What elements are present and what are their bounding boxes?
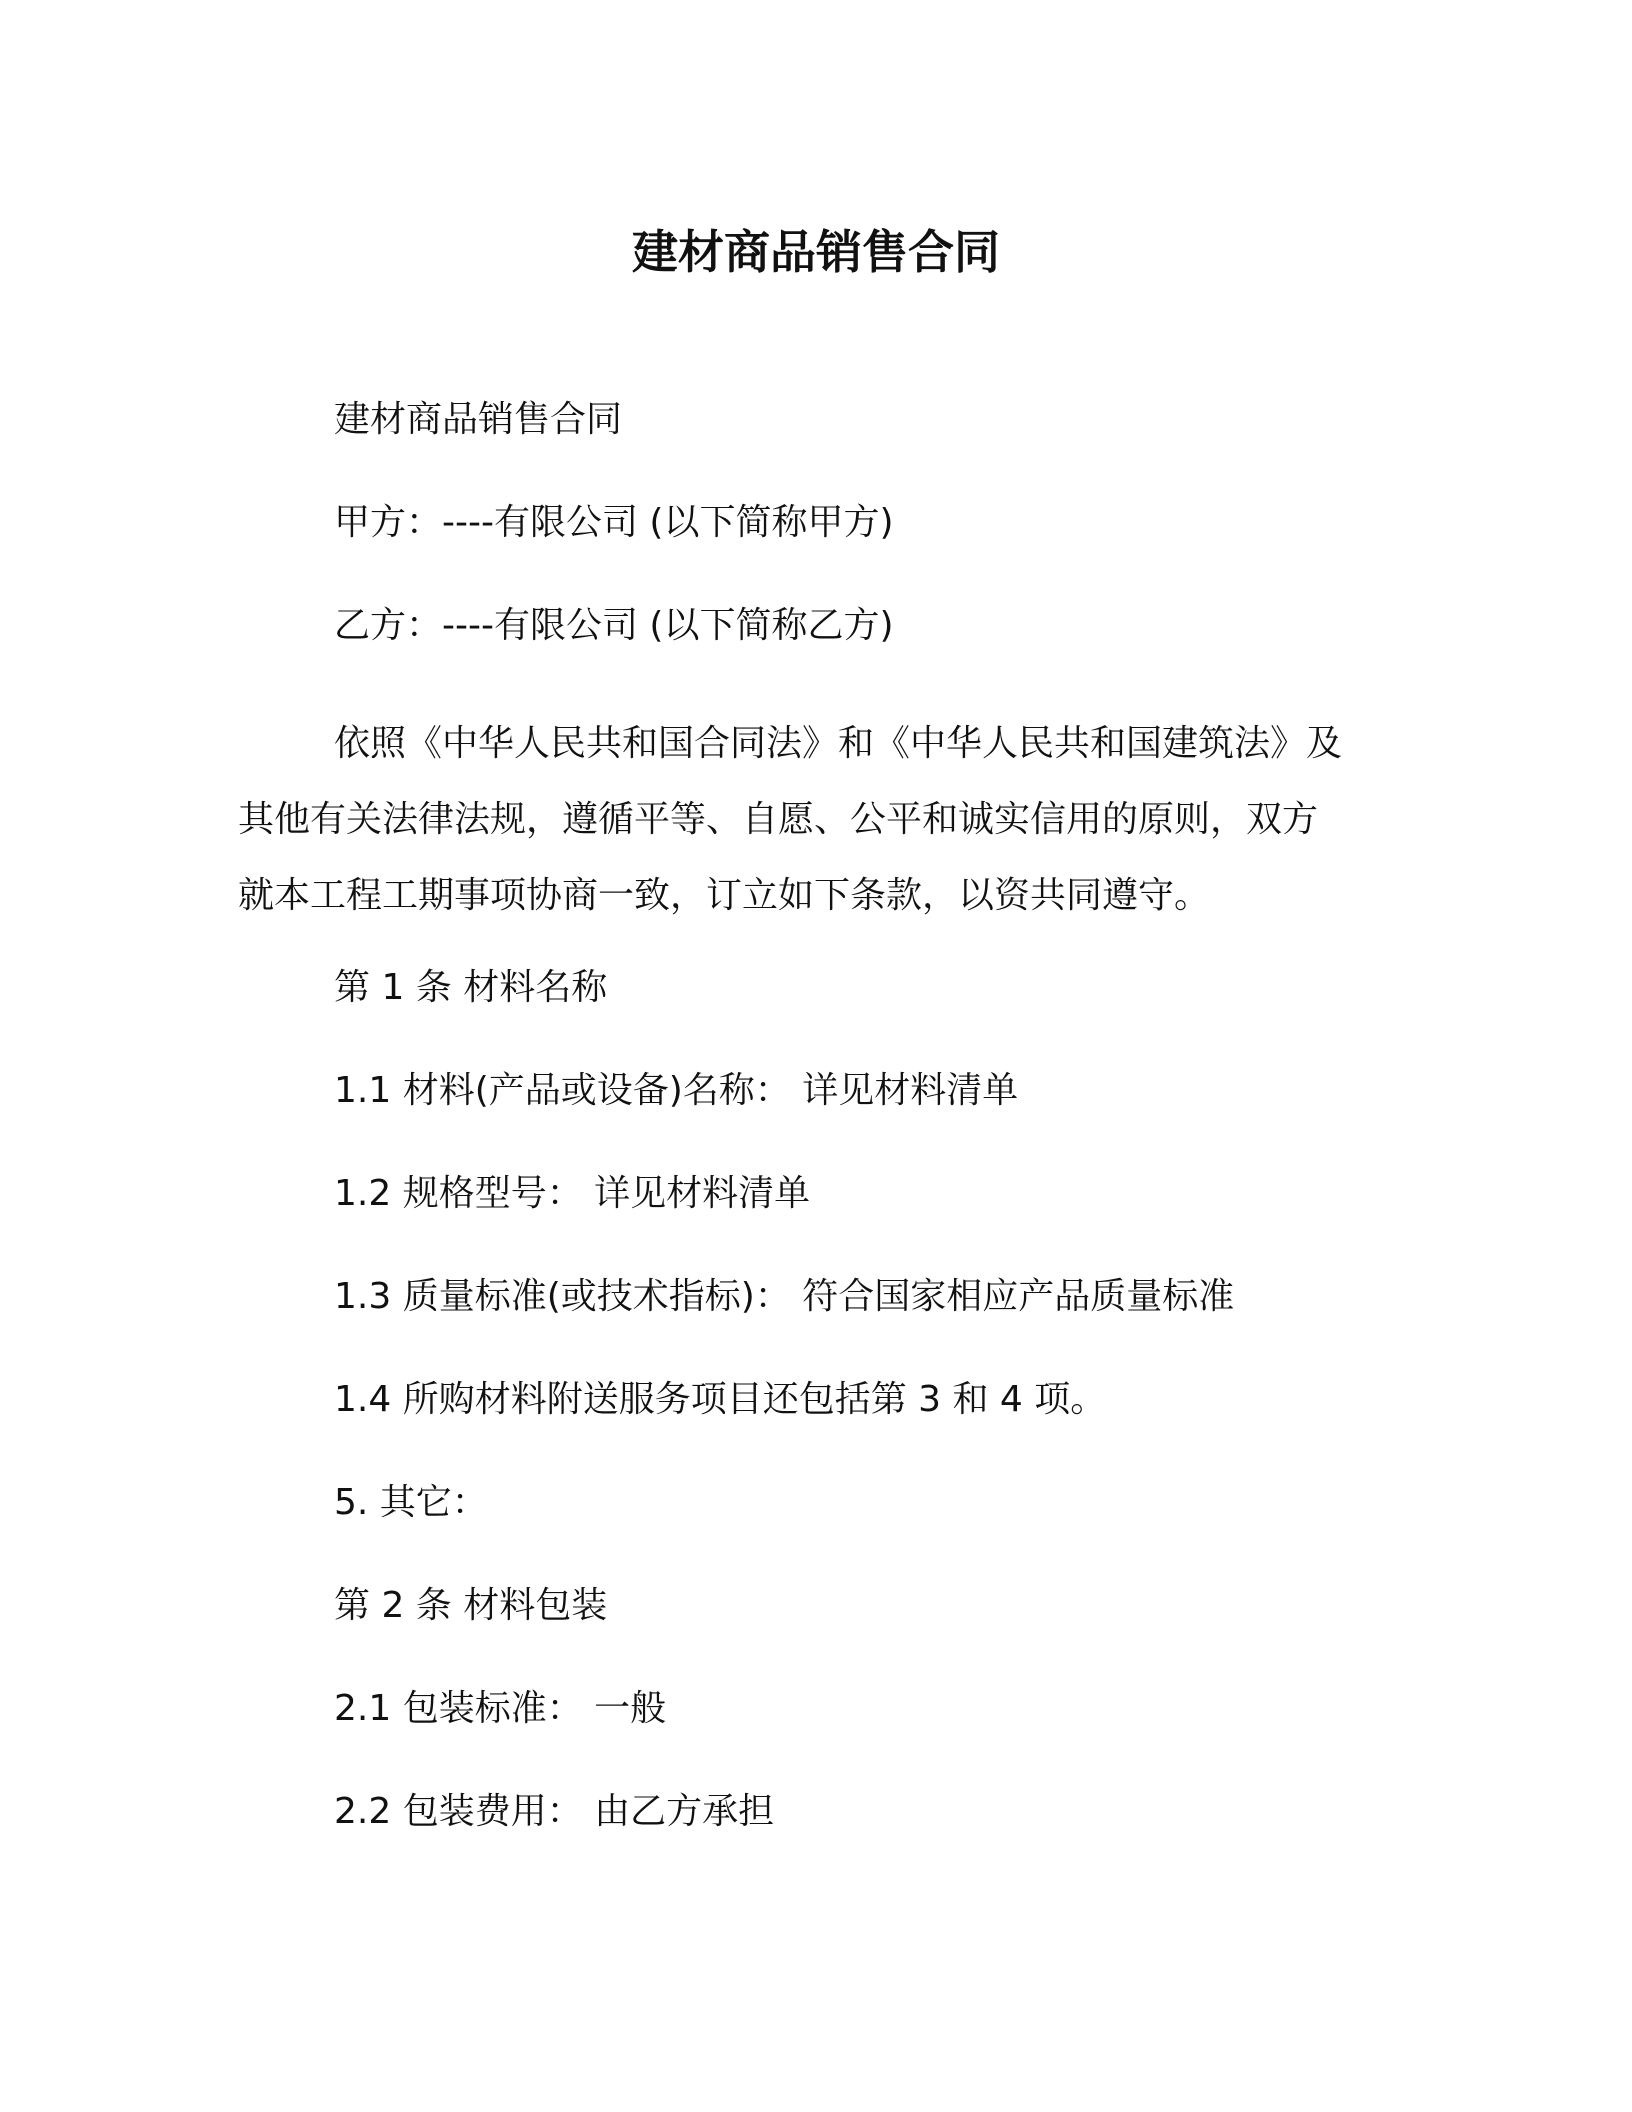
preamble-line-2: 其他有关法律法规，遵循平等、自愿、公平和诚实信用的原则，双方 — [238, 799, 1319, 840]
party-a-line: 甲方：----有限公司 (以下简称甲方) — [334, 502, 894, 543]
clause-1-1: 1.1 材料(产品或设备)名称： 详见材料清单 — [334, 1070, 1019, 1111]
clause-2-heading: 第 2 条 材料包装 — [334, 1585, 608, 1626]
clause-1-2: 1.2 规格型号： 详见材料清单 — [334, 1173, 811, 1214]
party-b-line: 乙方：----有限公司 (以下简称乙方) — [334, 605, 894, 646]
document-title: 建材商品销售合同 — [632, 225, 1000, 279]
clause-1-4: 1.4 所购材料附送服务项目还包括第 3 和 4 项。 — [334, 1379, 1107, 1420]
preamble-line-3: 就本工程工期事项协商一致，订立如下条款，以资共同遵守。 — [238, 875, 1211, 916]
clause-2-1: 2.1 包装标准： 一般 — [334, 1688, 667, 1729]
document-subtitle: 建材商品销售合同 — [334, 399, 623, 440]
clause-2-2: 2.2 包装费用： 由乙方承担 — [334, 1791, 775, 1832]
clause-1-3: 1.3 质量标准(或技术指标)： 符合国家相应产品质量标准 — [334, 1276, 1235, 1317]
preamble-line-1: 依照《中华人民共和国合同法》和《中华人民共和国建筑法》及 — [334, 723, 1343, 764]
clause-1-heading: 第 1 条 材料名称 — [334, 967, 608, 1008]
preamble-paragraph — [238, 706, 1378, 934]
clause-5-other: 5. 其它： — [334, 1482, 488, 1523]
